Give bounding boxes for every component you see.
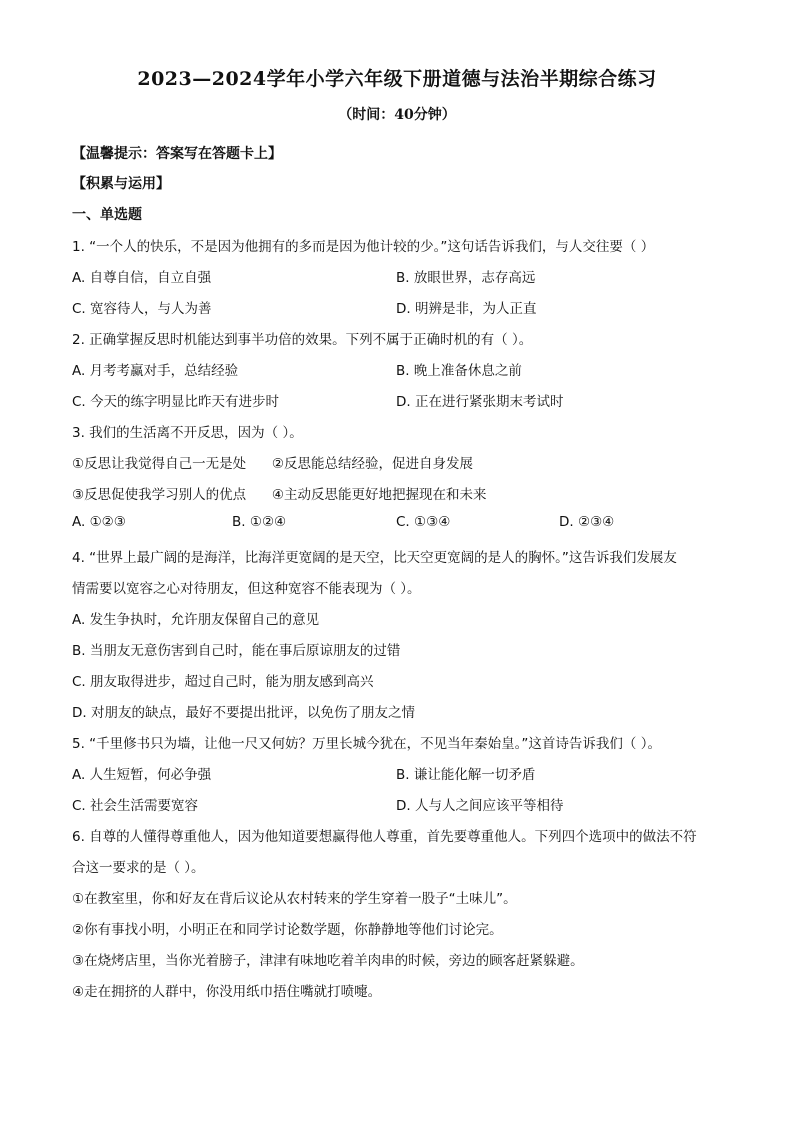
q3-option-d: D. ②③④ [559, 514, 615, 530]
q3-statements-1: ①反思让我觉得自己一无是处 ②反思能总结经验，促进自身发展 [72, 456, 473, 472]
q4-option-d: D. 对朋友的缺点，最好不要提出批评，以免伤了朋友之情 [72, 705, 415, 721]
question-3-stem: 3. 我们的生活离不开反思，因为（ ）。 [72, 425, 303, 441]
q4-option-c: C. 朋友取得进步，超过自己时，能为朋友感到高兴 [72, 674, 374, 690]
q1-option-c: C. 宽容待人，与人为善 [72, 301, 212, 317]
q5-option-a: A. 人生短暂，何必争强 [72, 767, 212, 783]
q6-statement-4: ④走在拥挤的人群中，你没用纸巾捂住嘴就打喷嚏。 [72, 984, 382, 1000]
q3-option-a: A. ①②③ [72, 514, 126, 530]
q6-statement-3: ③在烧烤店里，当你光着膀子，津津有味地吃着羊肉串的时候，旁边的顾客赶紧躲避。 [72, 953, 584, 969]
q1-option-b: B. 放眼世界，志存高远 [396, 270, 536, 286]
q2-option-a: A. 月考考赢对手，总结经验 [72, 363, 239, 379]
q1-option-a: A. 自尊自信，自立自强 [72, 270, 212, 286]
q4-option-a: A. 发生争执时，允许朋友保留自己的意见 [72, 612, 320, 628]
q2-option-b: B. 晚上准备休息之前 [396, 363, 522, 379]
q5-option-c: C. 社会生活需要宽容 [72, 798, 199, 814]
q3-statements-2: ③反思促使我学习别人的优点 ④主动反思能更好地把握现在和未来 [72, 487, 487, 503]
question-6-stem-line-1: 6. 自尊的人懂得尊重他人，因为他知道要想赢得他人尊重，首先要尊重他人。下列四个选项中的做法不符 [72, 829, 697, 845]
part-heading: 一、单选题 [72, 207, 142, 223]
question-2-stem: 2. 正确掌握反思时机能达到事半功倍的效果。下列不属于正确时机的有（ ）。 [72, 332, 533, 348]
q1-option-d: D. 明辨是非，为人正直 [396, 301, 537, 317]
tip-note: 【温馨提示：答案写在答题卡上】 [72, 146, 282, 162]
question-1-stem: 1. “一个人的快乐，不是因为他拥有的多而是因为他计较的少。”这句话告诉我们，与人交往要（ ） [72, 239, 655, 255]
q2-option-d: D. 正在进行紧张期末考试时 [396, 394, 564, 410]
q5-option-d: D. 人与人之间应该平等相待 [396, 798, 564, 814]
question-6-stem-line-2: 合这一要求的是（ ）。 [72, 860, 205, 876]
question-4-stem-line-1: 4. “世界上最广阔的是海洋，比海洋更宽阔的是天空，比天空更宽阔的是人的胸怀。”这告诉我们发展友 [72, 550, 677, 566]
page-title: 2023—2024学年小学六年级下册道德与法治半期综合练习 [137, 68, 657, 90]
q2-option-c: C. 今天的练字明显比昨天有进步时 [72, 394, 280, 410]
section-label: 【积累与运用】 [72, 176, 170, 192]
q6-statement-2: ②你有事找小明，小明正在和同学讨论数学题，你静静地等他们讨论完。 [72, 922, 503, 938]
q5-option-b: B. 谦让能化解一切矛盾 [396, 767, 536, 783]
question-4-stem-line-2: 情需要以宽容之心对待朋友，但这种宽容不能表现为（ ）。 [72, 581, 421, 597]
q6-statement-1: ①在教室里，你和好友在背后议论从农村转来的学生穿着一股子“土味儿”。 [72, 891, 517, 907]
q3-option-b: B. ①②④ [232, 514, 287, 530]
time-limit: （时间：40分钟） [338, 107, 456, 123]
q4-option-b: B. 当朋友无意伤害到自己时，能在事后原谅朋友的过错 [72, 643, 401, 659]
q3-option-c: C. ①③④ [396, 514, 451, 530]
question-5-stem: 5. “千里修书只为墙，让他一尺又何妨？万里长城今犹在，不见当年秦始皇。”这首诗告诉我们（ ）。 [72, 736, 661, 752]
